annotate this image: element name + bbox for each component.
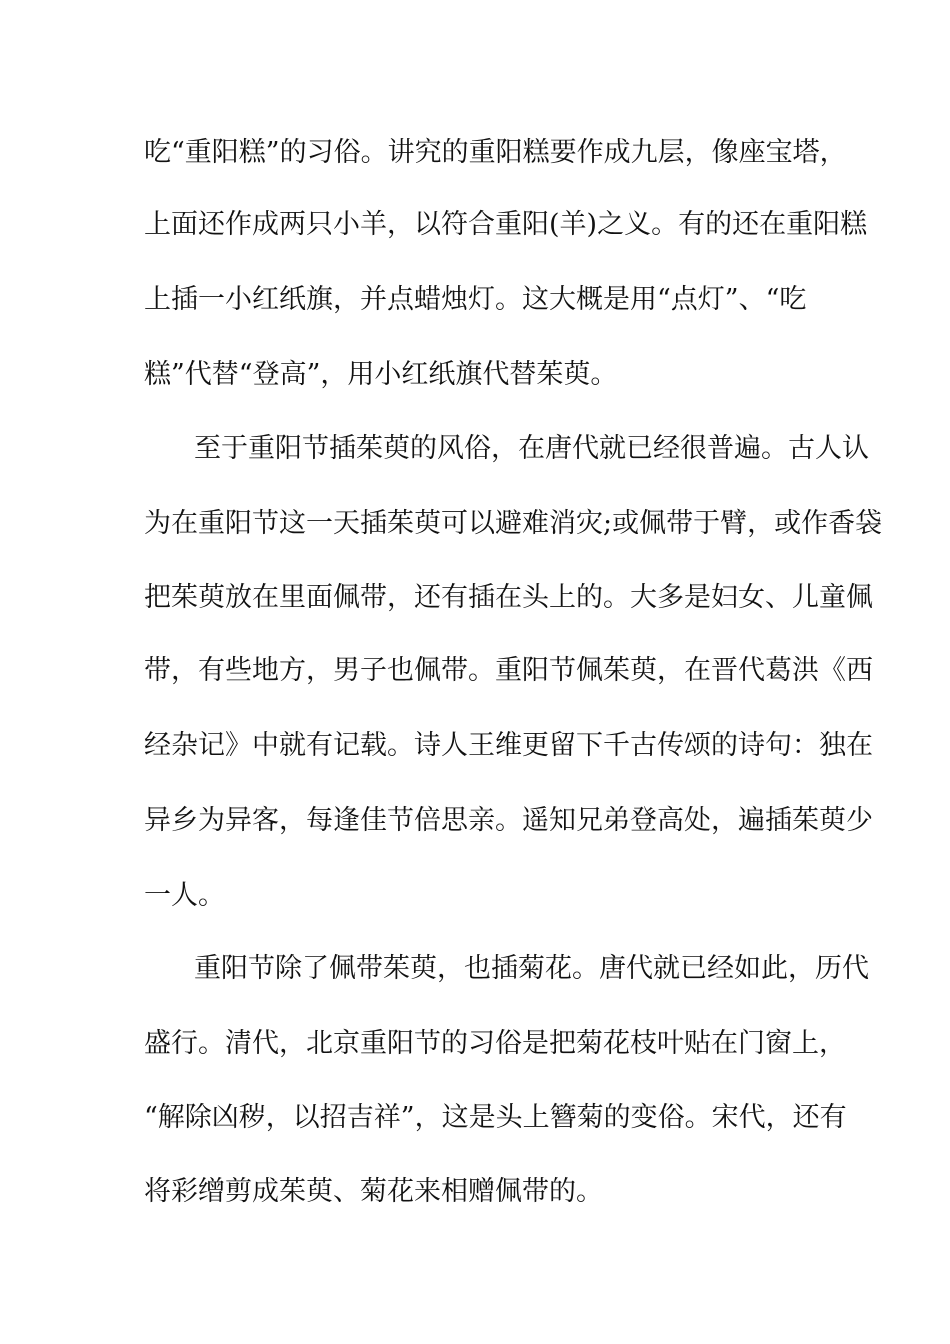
paragraph-1-line-2: 上面还作成两只小羊，以符合重阳(羊)之义。有的还在重阳糕 xyxy=(144,209,868,240)
paragraph-3-line-4: 将彩缯剪成茱萸、菊花来相赠佩带的。 xyxy=(144,1176,603,1207)
paragraph-2-line-5: 经杂记》中就有记载。诗人王维更留下千古传颂的诗句：独在 xyxy=(144,730,873,761)
paragraph-2-line-2: 为在重阳节这一天插茱萸可以避难消灾;或佩带于臂，或作香袋 xyxy=(144,508,883,539)
paragraph-3-line-2: 盛行。清代，北京重阳节的习俗是把菊花枝叶贴在门窗上， xyxy=(144,1028,846,1059)
paragraph-1-line-1: 吃“重阳糕”的习俗。讲究的重阳糕要作成九层，像座宝塔， xyxy=(144,137,847,168)
paragraph-3-line-1: 重阳节除了佩带茱萸，也插菊花。唐代就已经如此，历代 xyxy=(194,953,869,984)
paragraph-2-line-4: 带，有些地方，男子也佩带。重阳节佩茱萸，在晋代葛洪《西 xyxy=(144,655,873,686)
paragraph-2-line-3: 把茱萸放在里面佩带，还有插在头上的。大多是妇女、儿童佩 xyxy=(144,582,873,613)
paragraph-2-line-7: 一人。 xyxy=(144,880,225,911)
paragraph-1-line-4: 糕”代替“登高”，用小红纸旗代替茱萸。 xyxy=(144,359,618,390)
paragraph-2-line-6: 异乡为异客，每逢佳节倍思亲。遥知兄弟登高处，遍插茱萸少 xyxy=(144,805,873,836)
paragraph-2-line-1: 至于重阳节插茱萸的风俗，在唐代就已经很普遍。古人认 xyxy=(194,433,869,464)
paragraph-3-line-3: “解除凶秽，以招吉祥”，这是头上簪菊的变俗。宋代，还有 xyxy=(144,1102,847,1133)
paragraph-1-line-3: 上插一小红纸旗，并点蜡烛灯。这大概是用“点灯”、“吃 xyxy=(144,284,807,315)
